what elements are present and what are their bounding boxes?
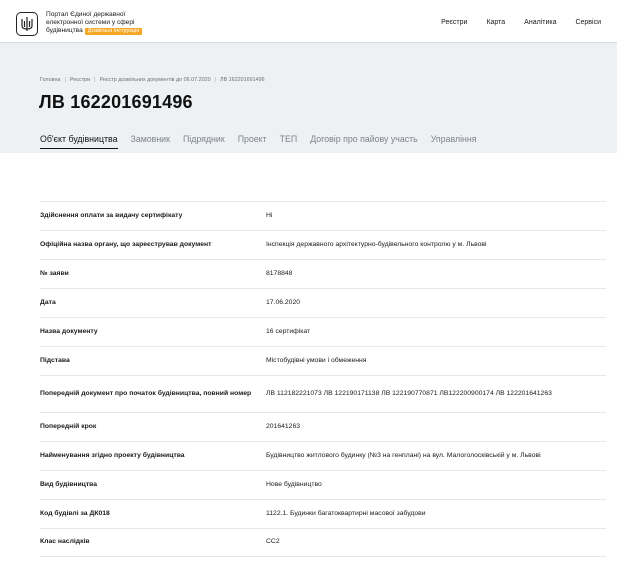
tab-construction-object[interactable]: Об'єкт будівництва bbox=[40, 134, 118, 149]
top-navigation bbox=[422, 19, 601, 26]
row-value: Будівництво житлового будинку (№3 на генплані) на вул. Малоголосківській у м. Львові bbox=[266, 451, 541, 459]
row-label: Здійснення оплати за видачу сертифікату bbox=[40, 211, 183, 219]
table-row bbox=[40, 470, 606, 499]
table-row bbox=[40, 230, 606, 259]
top-bar bbox=[0, 0, 617, 48]
table-row bbox=[40, 288, 606, 317]
table-row bbox=[40, 412, 606, 441]
table-row bbox=[40, 201, 606, 230]
trident-icon[interactable] bbox=[16, 12, 38, 36]
breadcrumb-home[interactable]: Головна bbox=[40, 77, 61, 83]
row-value: Містобудівні умови і обмеження bbox=[266, 356, 367, 364]
tab-contractor[interactable]: Підрядник bbox=[182, 134, 225, 144]
row-value: 17.06.2020 bbox=[266, 298, 301, 306]
row-label: Дата bbox=[40, 298, 56, 306]
breadcrumb-separator: | bbox=[94, 77, 96, 83]
table-row bbox=[40, 528, 606, 557]
header-divider bbox=[0, 42, 617, 43]
tab-management[interactable]: Управління bbox=[430, 134, 477, 144]
brand-title[interactable] bbox=[46, 11, 176, 36]
page-title: ЛВ 162201691496 bbox=[39, 92, 193, 112]
row-value: 16 сертифікат bbox=[266, 327, 311, 335]
brand-line-2: електронної системи у сфері bbox=[46, 19, 135, 27]
table-row bbox=[40, 499, 606, 528]
table-row bbox=[40, 346, 606, 375]
row-value: Ні bbox=[266, 211, 273, 219]
row-value: 1122.1. Будинки багатоквартирні масової забудови bbox=[266, 509, 426, 517]
row-value: 201641263 bbox=[266, 422, 301, 430]
nav-item-analytics[interactable]: Аналітика bbox=[524, 19, 557, 26]
tab-equity-agreement[interactable]: Договір про пайову участь bbox=[310, 134, 418, 144]
table-row bbox=[40, 259, 606, 288]
table-row bbox=[40, 375, 606, 412]
tab-tep[interactable]: ТЕП bbox=[279, 134, 298, 144]
nav-item-map[interactable]: Карта bbox=[486, 19, 506, 26]
breadcrumb-separator: | bbox=[214, 77, 217, 83]
row-label: № заяви bbox=[40, 269, 69, 277]
row-label: Попередній крок bbox=[40, 422, 97, 430]
row-value: Інспекція державного архітектурно-будівельного контролю у м. Львові bbox=[266, 240, 487, 248]
row-value: СС2 bbox=[266, 538, 280, 546]
breadcrumb-registry[interactable]: Реєстр дозвільних документів до 06.07.2020 bbox=[99, 77, 211, 83]
table-row bbox=[40, 441, 606, 470]
row-value: Нове будівництво bbox=[266, 480, 322, 488]
brand-line-3: будівництва bbox=[46, 27, 83, 35]
row-label: Назва документу bbox=[40, 327, 98, 335]
row-label: Підстава bbox=[40, 356, 70, 364]
row-label: Вид будівництва bbox=[40, 480, 98, 488]
row-label: Офіційна назва органу, що зареєстрував документ bbox=[40, 240, 212, 248]
brand-badge: Дозвільні Інструкція bbox=[85, 28, 143, 35]
tab-bar bbox=[40, 134, 490, 149]
row-label: Попередній документ про початок будівництва, повний номер bbox=[40, 389, 252, 397]
row-label: Код будівлі за ДК018 bbox=[40, 509, 110, 517]
row-label: Клас наслідків bbox=[40, 538, 90, 546]
table-row bbox=[40, 317, 606, 346]
tab-customer[interactable]: Замовник bbox=[130, 134, 170, 144]
details-table bbox=[40, 201, 606, 557]
row-label: Найменування згідно проекту будівництва bbox=[40, 451, 185, 459]
row-value: ЛВ 112182221073 ЛВ 122190171138 ЛВ 122190770871 ЛВ122200900174 ЛВ 122201641263 bbox=[266, 389, 552, 397]
nav-item-services[interactable]: Сервіси bbox=[575, 19, 601, 26]
breadcrumb-registries[interactable]: Реєстри bbox=[69, 77, 91, 83]
breadcrumb-current: ЛВ 162201691496 bbox=[220, 77, 265, 83]
brand-line-1: Портал Єдиної державної bbox=[46, 11, 126, 18]
row-value: 8178848 bbox=[266, 269, 293, 277]
tab-project[interactable]: Проект bbox=[237, 134, 267, 144]
breadcrumb-separator: | bbox=[64, 77, 66, 83]
breadcrumb bbox=[40, 77, 265, 83]
nav-item-registries[interactable]: Реєстри bbox=[441, 19, 468, 26]
